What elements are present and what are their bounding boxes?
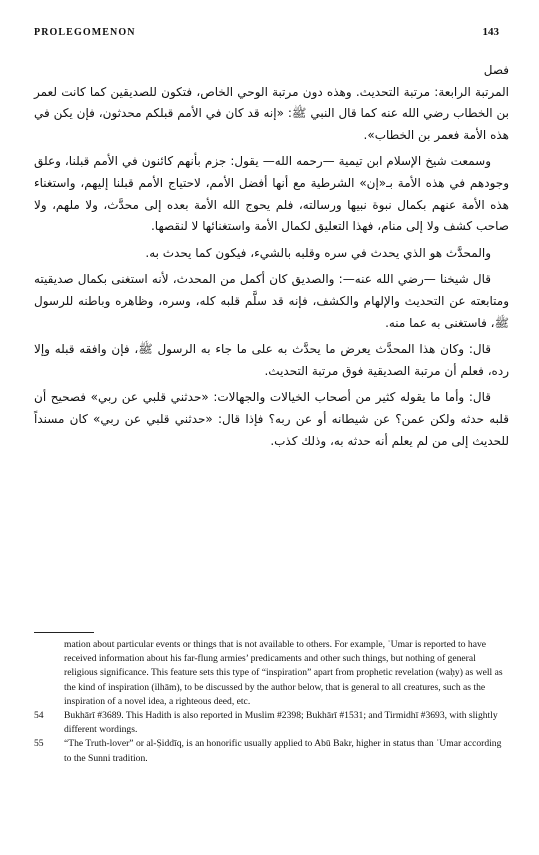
paragraph-2: وسمعت شيخ الإسلام ابن تيمية —رحمه الله— يقول: جزم بأنهم كائنون في الأمم قبلنا، وعلق وجودهم في هذه الأمة بـ«إن» الشرطية مع أنها أفضل الأمم، لاحتياج الأمم قبلنا إليهم، واستغناء هذه الأمة عنهم بكمال نبوة نبيها ورسالته، فلم يحوج الله الأمة بعده إلى محدَّث، ولا ملهم، ولا صاحب كشف ولا إلى منام، فهذا التعليق لكمال الأمة واستغنائها لا لنقصها. (34, 154, 509, 234)
paragraph-4: قال شيخنا —رضي الله عنه—: والصديق كان أكمل من المحدث، لأنه استغنى بكمال صديقيته ومتابعته عن التحديث والإلهام والكشف، فإنه قد سلَّم قلبه كله، وسره، وظاهره وباطنه للرسول ﷺ، فاستغنى به عما منه. (34, 272, 509, 330)
footnote-divider (34, 632, 94, 633)
page-number: 143 (482, 26, 499, 38)
footnote-55 (34, 737, 507, 765)
arabic-body-text (34, 60, 509, 457)
footnote-54 (34, 709, 507, 737)
paragraph-3: والمحدَّث هو الذي يحدث في سره وقلبه بالشيء، فيكون كما يحدث به. (145, 245, 491, 260)
paragraph-5: قال: وكان هذا المحدَّث يعرض ما يحدَّث به على ما جاء به الرسول ﷺ، فإن وافقه قبله وإلا رده، فعلم أن مرتبة الصديقية فوق مرتبة التحديث. (34, 342, 509, 378)
footnote-number: 54 (34, 710, 44, 722)
footnote-continuation: mation about particular events or things that is not available to others. For example, ʿUmar is reported to have received information about his far-flung armies’ predicaments and other such things, but nothing of general religious significance. This feature sets this type of “inspiration” apart from prophetic revelation (waḥy) as well as the kind of inspiration (ilhām), to be discussed by the author below, that is general to all creatures, such as the inspiration of a novel idea, a righteous deed, etc. (64, 639, 503, 707)
footnote-number: 55 (34, 738, 44, 750)
running-header (34, 26, 499, 38)
footnote-text: Bukhārī #3689. This Hadith is also reported in Muslim #2398; Bukhārī #1531; and Tirmidhī #3693, with slightly different wordings. (64, 710, 498, 736)
section-heading: فصل (483, 63, 509, 77)
footnotes (34, 638, 507, 766)
footnote-text: “The Truth-lover” or al-Ṣiddīq, is an honorific usually applied to Abū Bakr, higher in status than ʿUmar according to the Sunni tradition. (64, 738, 502, 764)
running-title: PROLEGOMENON (34, 27, 136, 38)
paragraph-1: المرتبة الرابعة: مرتبة التحديث. وهذه دون مرتبة الوحي الخاص، فتكون للصديقين كما كانت لعمر بن الخطاب رضي الله عنه كما قال النبي ﷺ: «إنه قد كان في الأمم قبلكم محدثون، فإن يكن في هذه الأمة فعمر بن الخطاب». (34, 84, 509, 142)
paragraph-6: قال: وأما ما يقوله كثير من أصحاب الخيالات والجهالات: «حدثني قلبي عن ربي» فصحيح أن قلبه حدثه ولكن عمن؟ عن شيطانه أو عن ربه؟ فإذا قال: «حدثني قلبي عن ربي» كان مسنداً للحديث إلى من لم يعلم أنه حدثه به، وذلك كذب. (34, 390, 509, 448)
